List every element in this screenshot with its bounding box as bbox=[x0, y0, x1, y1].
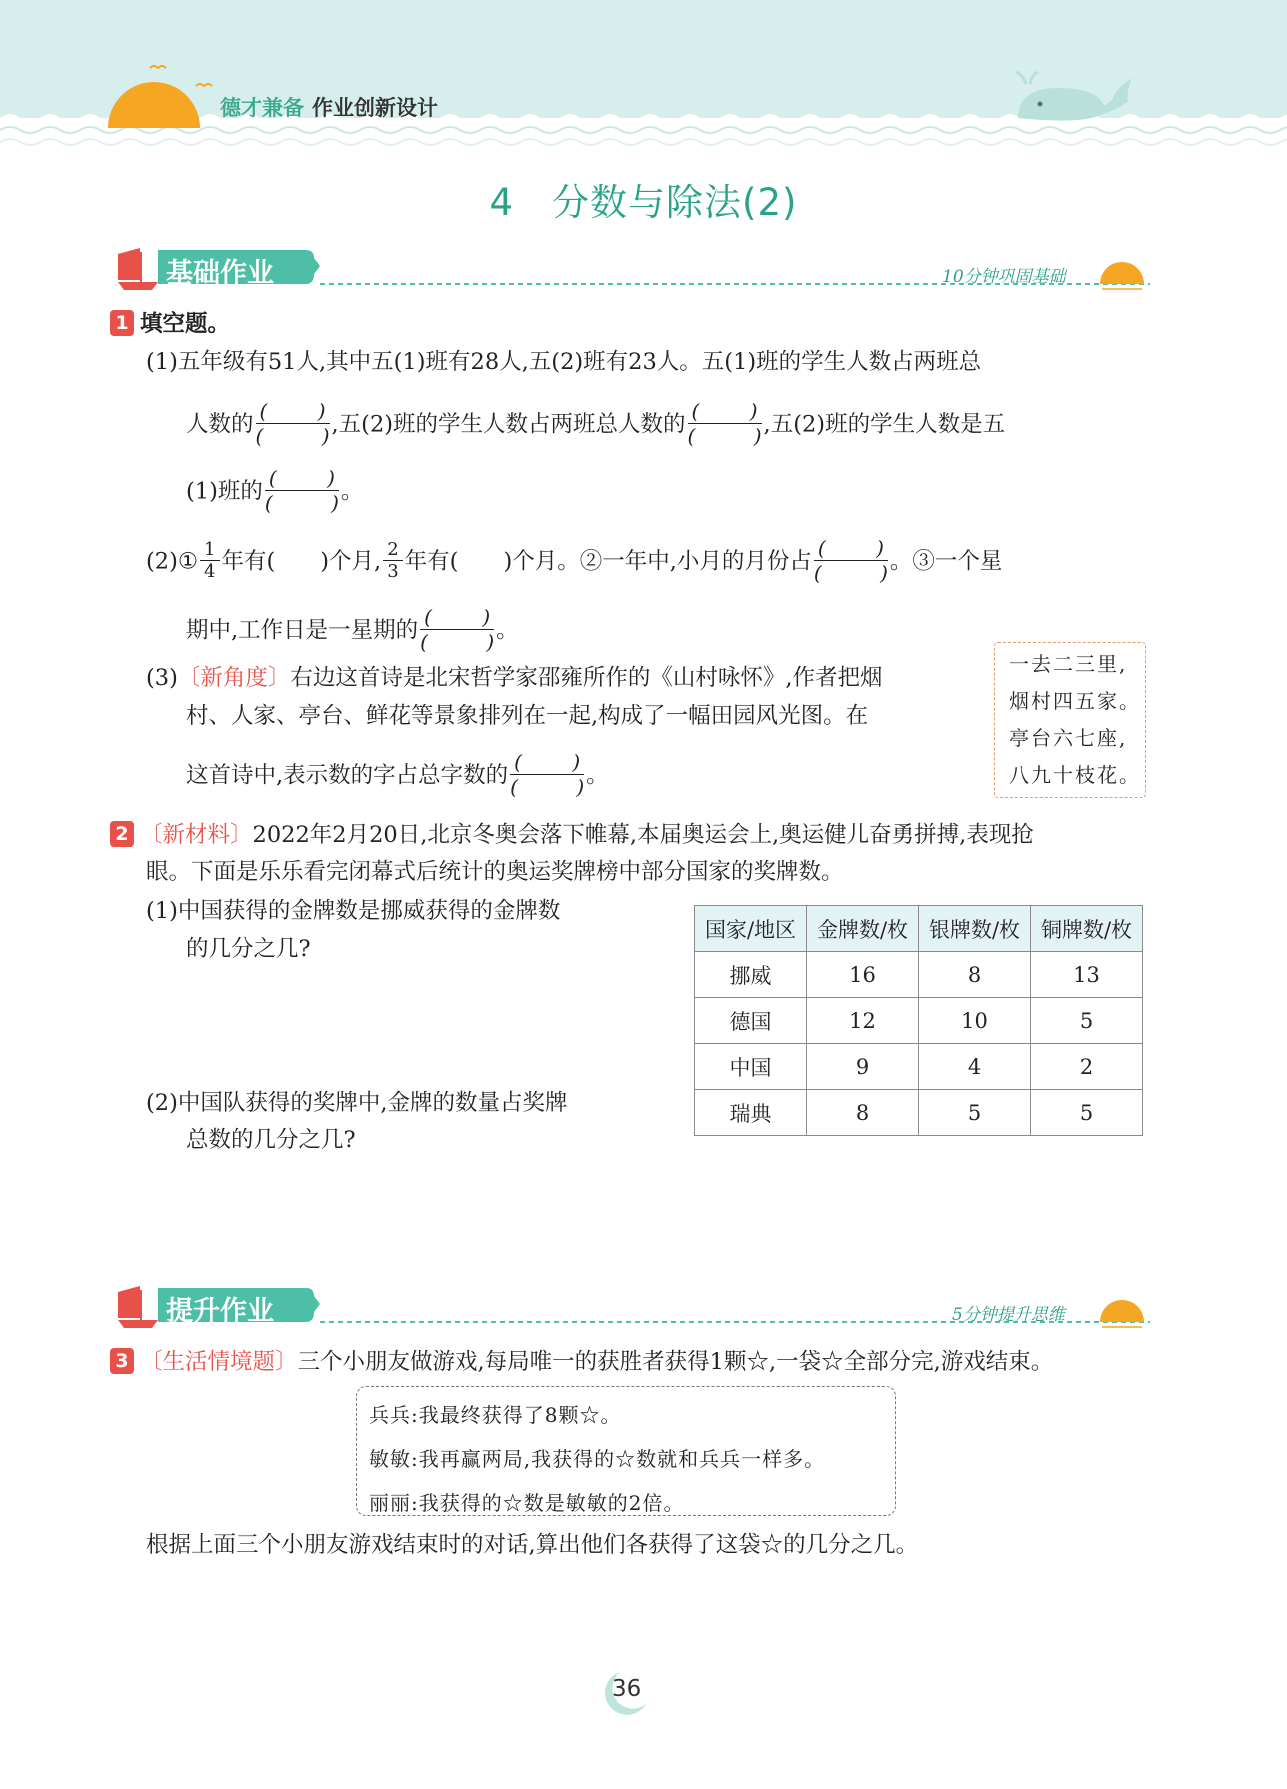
table-cell: 10 bbox=[919, 998, 1031, 1044]
table-cell: 中国 bbox=[695, 1044, 807, 1090]
new-angle-tag: 〔新角度〕 bbox=[177, 665, 291, 691]
page-number: 36 bbox=[612, 1676, 642, 1702]
poem-line: 八九十枝花。 bbox=[1009, 763, 1141, 787]
dialog-box bbox=[356, 1386, 896, 1516]
q1-p1-text-d: (1)班的 bbox=[186, 478, 263, 505]
table-cell: 瑞典 bbox=[695, 1090, 807, 1136]
new-material-tag: 〔新材料〕 bbox=[140, 822, 253, 848]
poem-line: 烟村四五家。 bbox=[1009, 689, 1141, 713]
table-cell: 13 bbox=[1031, 952, 1143, 998]
fraction-blank[interactable]: ( ) ( ) bbox=[255, 399, 330, 448]
table-cell: 12 bbox=[807, 998, 919, 1044]
brand-banner bbox=[220, 92, 438, 122]
q2-sub2-line1: (2)中国队获得的奖牌中,金牌的数量占奖牌 bbox=[146, 1090, 568, 1116]
table-cell: 挪威 bbox=[695, 952, 807, 998]
table-cell: 8 bbox=[919, 952, 1031, 998]
poem-line: 亭台六七座, bbox=[1009, 726, 1128, 750]
dialog-line: 兵兵:我最终获得了8颗☆。 bbox=[369, 1403, 622, 1427]
q1-p1-line1: (1)五年级有51人,其中五(1)班有28人,五(2)班有23人。五(1)班的学生人数占两班总 bbox=[146, 349, 982, 375]
table-header: 铜牌数/枚 bbox=[1031, 906, 1143, 952]
table-row bbox=[695, 952, 1143, 998]
fraction-blank[interactable]: ( ) ( ) bbox=[264, 466, 339, 515]
q1-p2-text-f: 。 bbox=[496, 617, 519, 644]
life-scenario-tag: 〔生活情境题〕 bbox=[140, 1349, 298, 1375]
q1-p3-line2: 村、人家、亭台、鲜花等景象排列在一起,构成了一幅田园风光图。在 bbox=[186, 703, 869, 729]
q1-p3-line3: 这首诗中,表示数的字占总字数的 ( ) ( ) 。 bbox=[186, 750, 609, 799]
q1-p2-text-a: (2)① bbox=[146, 548, 199, 575]
q1-p3-line1: (3)〔新角度〕右边这首诗是北宋哲学家邵雍所作的《山村咏怀》,作者把烟 bbox=[146, 665, 883, 691]
q1-p1-line2 bbox=[186, 401, 1005, 450]
section-label-advanced: 提升作业 bbox=[166, 1296, 274, 1327]
dialog-line: 敏敏:我再赢两局,我获得的☆数就和兵兵一样多。 bbox=[369, 1447, 826, 1471]
section-label-basic: 基础作业 bbox=[166, 258, 274, 289]
page-title: 4 分数与除法(2) bbox=[489, 181, 798, 224]
q1-number: 1 bbox=[110, 310, 134, 336]
q1-p2-text-c: 年有( )个月。②一年中,小月的月份占 bbox=[404, 548, 812, 575]
q2-sub1-line2: 的几分之几? bbox=[186, 936, 311, 962]
fraction-blank[interactable]: ( ) ( ) bbox=[687, 399, 762, 448]
q1-heading bbox=[110, 309, 230, 339]
table-cell: 5 bbox=[1031, 1090, 1143, 1136]
q1-p1-text-c: ,五(2)班的学生人数是五 bbox=[763, 411, 1006, 438]
q1-p1-text-b: ,五(2)班的学生人数占两班总人数的 bbox=[331, 411, 686, 438]
q3-number: 3 bbox=[110, 1348, 134, 1374]
table-row bbox=[695, 1044, 1143, 1090]
fraction-blank[interactable]: ( ) ( ) bbox=[420, 605, 495, 654]
table-cell: 9 bbox=[807, 1044, 919, 1090]
q1-p2-text-e: 期中,工作日是一星期的 bbox=[186, 617, 419, 644]
table-cell: 4 bbox=[919, 1044, 1031, 1090]
poem-box bbox=[994, 642, 1146, 798]
header-band bbox=[0, 0, 1287, 150]
q1-p2-line1 bbox=[146, 538, 1002, 587]
table-cell: 德国 bbox=[695, 998, 807, 1044]
q1-p1-text-a: 人数的 bbox=[186, 411, 254, 438]
section-note-basic: 10分钟巩固基础 bbox=[942, 267, 1066, 287]
section-note-advanced: 5分钟提升思维 bbox=[952, 1305, 1065, 1325]
table-header: 国家/地区 bbox=[695, 906, 807, 952]
q1-p1-text-e: 。 bbox=[340, 478, 364, 505]
q1-p1-line3 bbox=[186, 468, 363, 517]
fraction-two-thirds: $\frac{2}{3}$ bbox=[383, 539, 402, 582]
q2-number: 2 bbox=[110, 821, 134, 847]
q3-line2: 根据上面三个小朋友游戏结束时的对话,算出他们各获得了这袋☆的几分之几。 bbox=[146, 1532, 919, 1558]
table-header: 银牌数/枚 bbox=[919, 906, 1031, 952]
table-cell: 5 bbox=[1031, 998, 1143, 1044]
table-header-row bbox=[695, 906, 1143, 952]
q1-p2-text-d: 。③一个星 bbox=[889, 548, 1003, 575]
table-row bbox=[695, 998, 1143, 1044]
q3-line1: 3 〔生活情境题〕三个小朋友做游戏,每局唯一的获胜者获得1颗☆,一袋☆全部分完,游戏结束。 bbox=[110, 1347, 1053, 1377]
fraction-blank[interactable]: ( ) ( ) bbox=[813, 536, 888, 585]
brand-green-text: 德才兼备 bbox=[220, 96, 304, 120]
q2-sub2-line2: 总数的几分之几? bbox=[186, 1127, 356, 1153]
brand-dark-text: 作业创新设计 bbox=[312, 96, 438, 120]
table-cell: 2 bbox=[1031, 1044, 1143, 1090]
q1-p2-line2 bbox=[186, 607, 519, 656]
table-cell: 8 bbox=[807, 1090, 919, 1136]
fraction-one-quarter: $\frac{1}{4}$ bbox=[200, 539, 219, 582]
table-cell: 16 bbox=[807, 952, 919, 998]
medal-table bbox=[694, 905, 1143, 1136]
table-row bbox=[695, 1090, 1143, 1136]
dialog-line: 丽丽:我获得的☆数是敏敏的2倍。 bbox=[369, 1491, 685, 1515]
table-header: 金牌数/枚 bbox=[807, 906, 919, 952]
q2-line1: 2 〔新材料〕2022年2月20日,北京冬奥会落下帷幕,本届奥运会上,奥运健儿奋勇拼搏,表现抢 bbox=[110, 820, 1034, 850]
poem-line: 一去二三里, bbox=[1009, 652, 1128, 676]
table-cell: 5 bbox=[919, 1090, 1031, 1136]
q1-p2-text-b: 年有( )个月, bbox=[221, 548, 382, 575]
fraction-blank[interactable]: ( ) ( ) bbox=[510, 750, 585, 799]
q2-sub1-line1: (1)中国获得的金牌数是挪威获得的金牌数 bbox=[146, 898, 561, 924]
q2-line2: 眼。下面是乐乐看完闭幕式后统计的奥运奖牌榜中部分国家的奖牌数。 bbox=[146, 859, 844, 885]
q1-title: 填空题。 bbox=[140, 311, 231, 337]
